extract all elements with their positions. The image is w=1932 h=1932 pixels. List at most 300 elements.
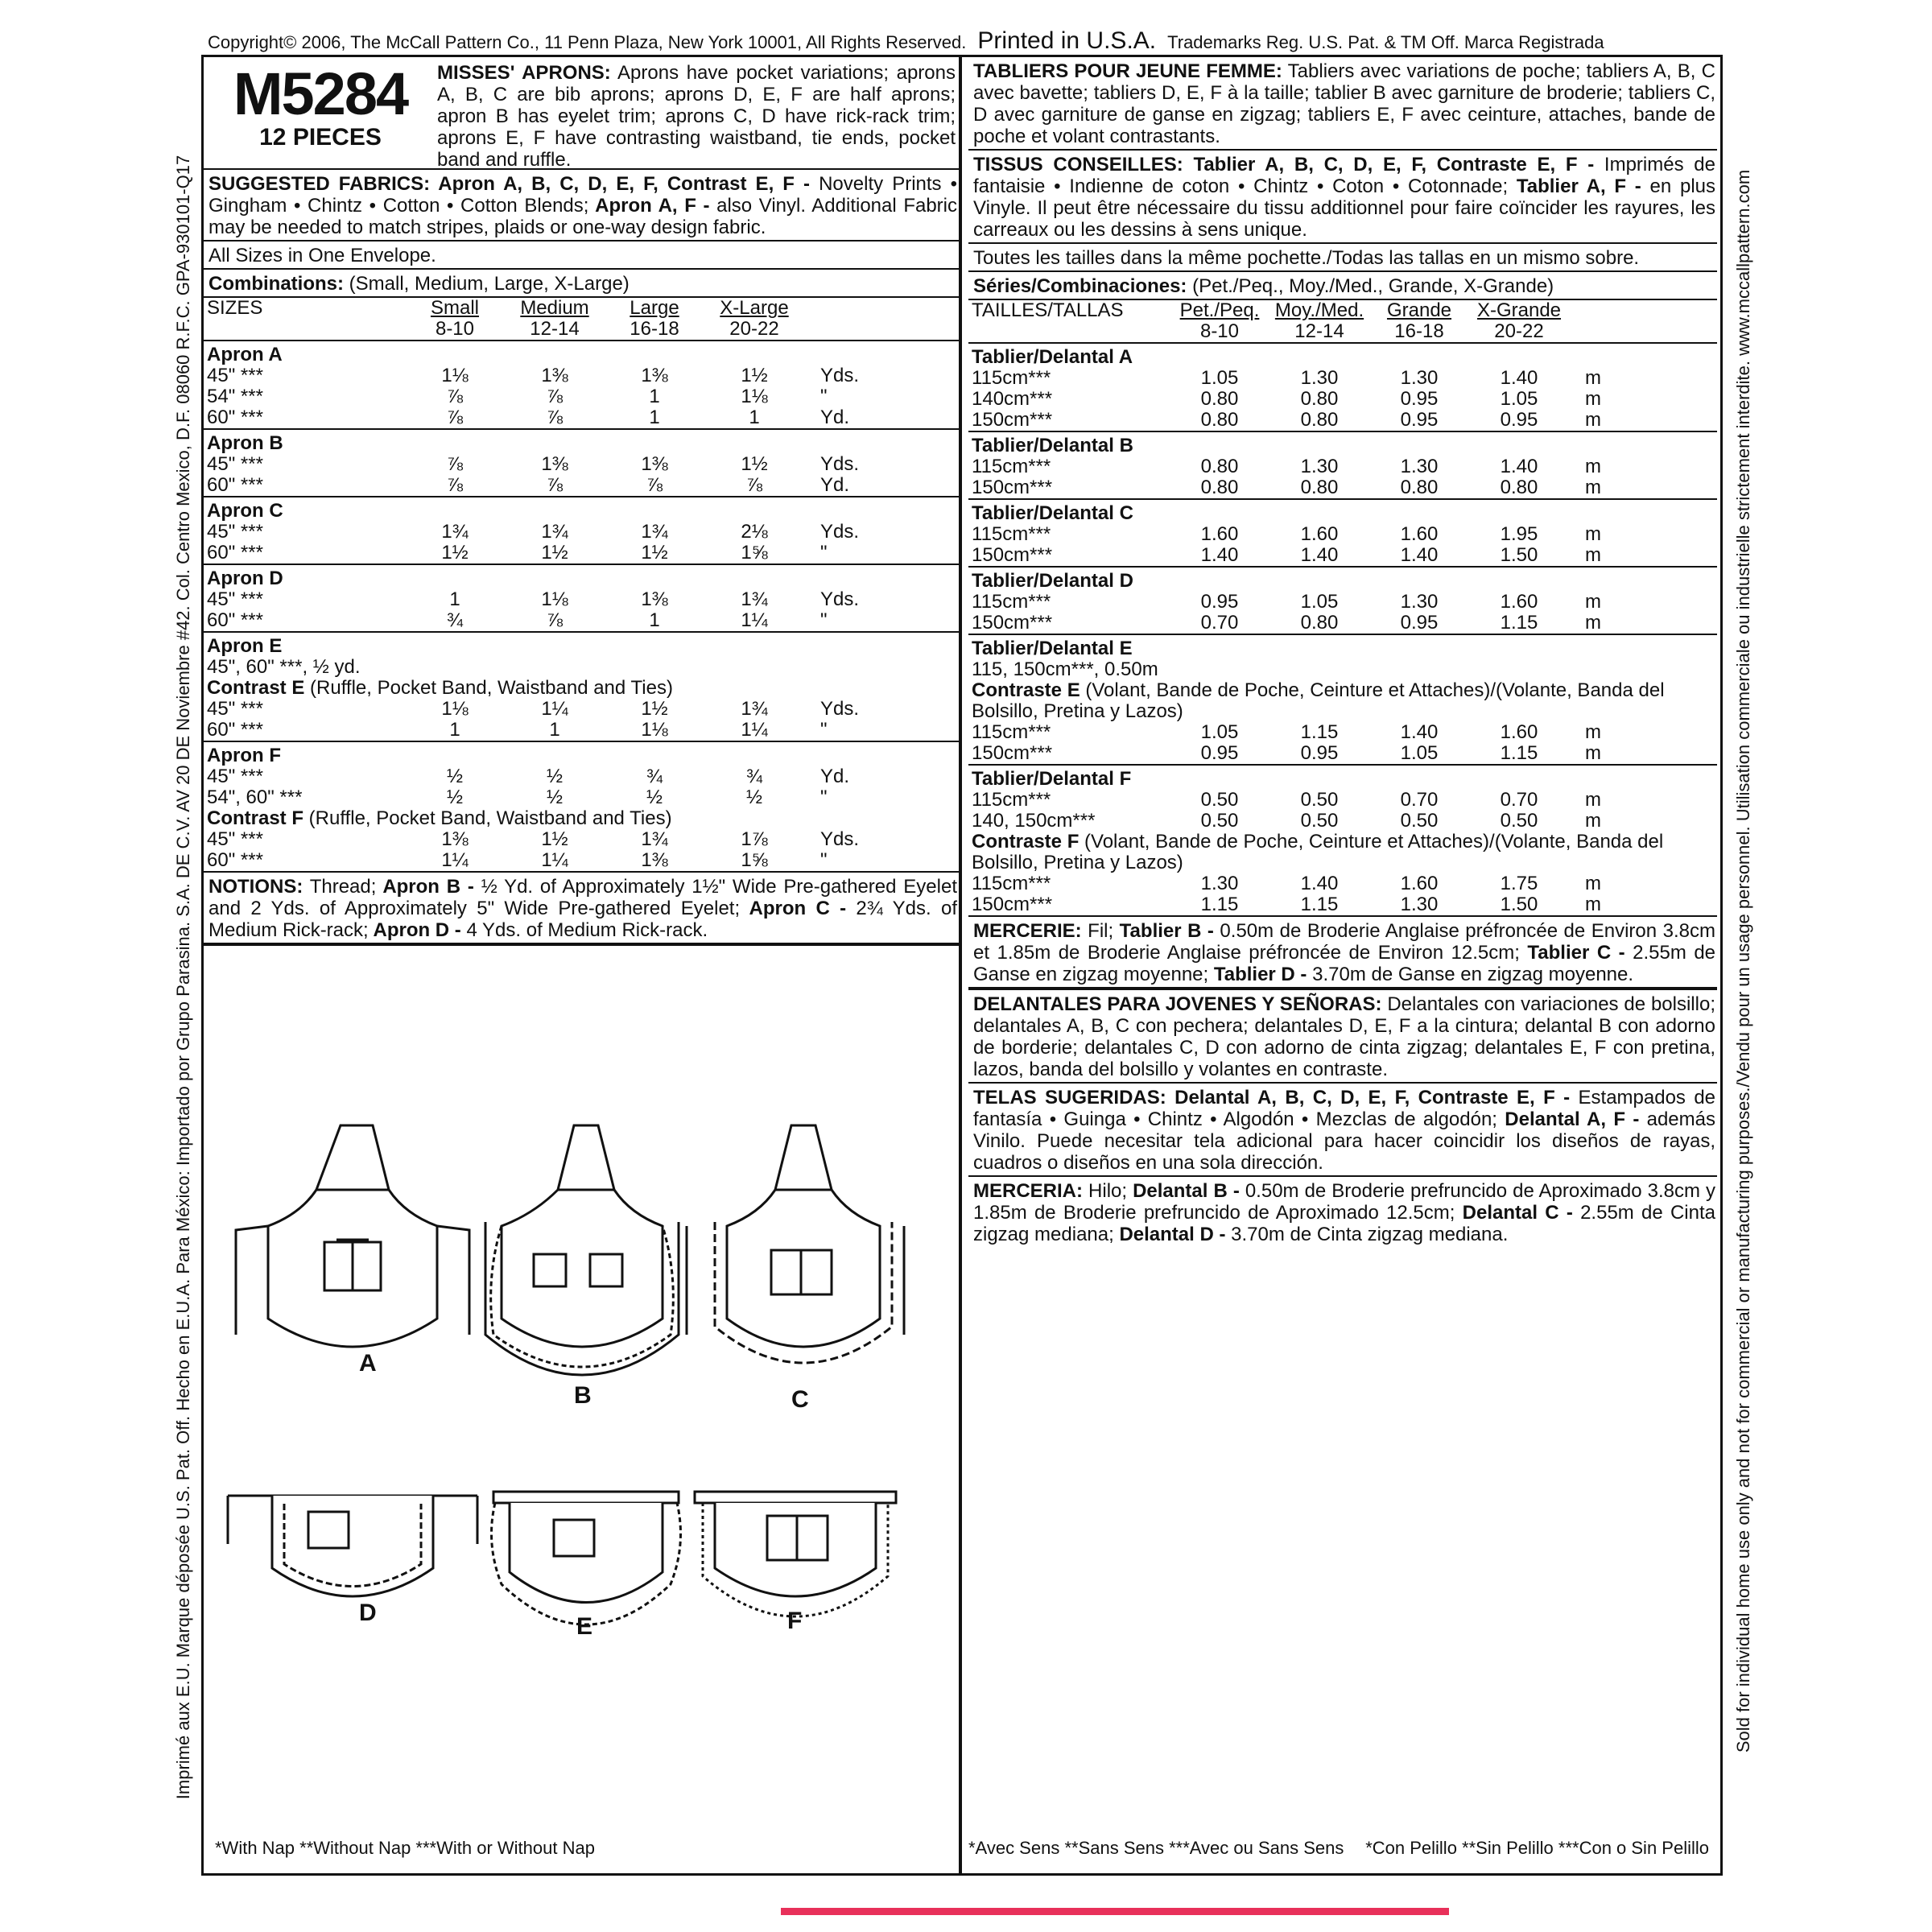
yardage-value: 1¼ bbox=[541, 698, 568, 720]
unit-col bbox=[804, 319, 959, 341]
size-name: Moy./Med. bbox=[1274, 299, 1364, 321]
yardage-value: 1.15 bbox=[1300, 894, 1339, 915]
unit: Yds. bbox=[820, 698, 860, 720]
fabric-width: 45" *** bbox=[207, 698, 263, 720]
sizes-label: TAILLES/TALLAS bbox=[972, 299, 1124, 321]
group-header bbox=[968, 431, 1717, 456]
unit: m bbox=[1585, 388, 1601, 410]
spanish-fabrics bbox=[968, 1084, 1717, 1177]
yardage-value: 1⅜ bbox=[541, 453, 568, 475]
yardage-value: 1.15 bbox=[1200, 894, 1239, 915]
french-fabrics bbox=[968, 151, 1717, 244]
yardage-value: 1 bbox=[649, 609, 660, 631]
yardage-value: 1.40 bbox=[1300, 873, 1339, 894]
size-number-row bbox=[204, 319, 959, 341]
yardage-value: 1.05 bbox=[1500, 388, 1538, 410]
yardage-value: 1.95 bbox=[1500, 523, 1538, 545]
yardage-value: 1¼ bbox=[441, 849, 469, 871]
contrast-name: Contraste E bbox=[972, 679, 1080, 701]
fabric-width: 115cm*** bbox=[972, 789, 1051, 811]
size-number: 8-10 bbox=[1199, 320, 1240, 342]
yardage-value: 1.60 bbox=[1300, 523, 1339, 545]
table-row bbox=[968, 410, 1717, 431]
yardage-value: 1.60 bbox=[1200, 523, 1239, 545]
french-metric-table bbox=[968, 300, 1717, 917]
contrast-row bbox=[968, 680, 1717, 722]
yardage-value: ¾ bbox=[646, 766, 663, 787]
yardage-value: 1⅛ bbox=[441, 698, 469, 720]
side-text-right bbox=[1721, 68, 1766, 1855]
unit: m bbox=[1585, 721, 1601, 743]
table-row bbox=[968, 811, 1717, 832]
yardage-value: 1.30 bbox=[1400, 367, 1439, 389]
table-row bbox=[968, 722, 1717, 743]
unit: m bbox=[1585, 477, 1601, 498]
size-number-row bbox=[968, 321, 1717, 343]
accent-bar bbox=[781, 1908, 1449, 1915]
fr-notions-thread: Fil; bbox=[1081, 920, 1114, 942]
fabrics-text: Novelty Prints • Gingham • Chintz • Cotton • Cotton Blends; bbox=[208, 173, 958, 217]
view-letter-d: D bbox=[359, 1600, 377, 1626]
yardage-value: 0.50 bbox=[1200, 789, 1239, 811]
copyright-text: Copyright© 2006, The McCall Pattern Co., 11 Penn Plaza, New York 10001, All Rights Reserved. bbox=[208, 32, 967, 52]
es-notions-d-lead: Delantal D - bbox=[1113, 1224, 1226, 1245]
table-row bbox=[968, 743, 1717, 765]
yardage-value: 1.40 bbox=[1500, 456, 1538, 477]
fr-combinations-text: (Pet./Peq., Moy./Med., Grande, X-Grande) bbox=[1187, 275, 1554, 297]
yardage-value: 1.05 bbox=[1300, 591, 1339, 613]
view-name: Apron E bbox=[204, 632, 959, 657]
size-name: X-Grande bbox=[1476, 299, 1562, 321]
yardage-value: ⅞ bbox=[446, 474, 463, 496]
es-notions-b: 0.50m de Broderie prefruncido de Aproximado 3.8cm y 1.85m de Broderie prefruncido de Aproximado 12.5cm; bbox=[973, 1180, 1715, 1224]
view-name: Tablier/Delantal D bbox=[968, 567, 1717, 592]
yardage-value: ¾ bbox=[745, 766, 762, 787]
english-fabrics bbox=[204, 170, 959, 242]
yardage-value: 1.30 bbox=[1300, 367, 1339, 389]
import-notice: Imprimé aux E.U. Marque déposée U.S. Pat. Off. Hecho en E.U.A. Para México: Importado por Grupo Parasina. S.A. DE C.V. AV 20 DE Noviembre #42. Col. Centro Mexico, D.F. 08060 R.F.C. GPA-930101-Q17 bbox=[173, 155, 193, 1800]
yardage-value: 1.05 bbox=[1200, 721, 1239, 743]
group-header bbox=[968, 634, 1717, 659]
table-row bbox=[204, 610, 959, 632]
view-note-row bbox=[204, 657, 959, 678]
fabric-width: 45" *** bbox=[207, 766, 263, 787]
group-header bbox=[968, 499, 1717, 524]
table-row bbox=[204, 850, 959, 871]
yardage-value: 1.75 bbox=[1500, 873, 1538, 894]
yardage-value: 1⅜ bbox=[641, 453, 668, 475]
french-spanish-column bbox=[962, 57, 1720, 1873]
unit: " bbox=[820, 386, 828, 407]
pattern-header bbox=[204, 57, 959, 170]
yardage-value: 1½ bbox=[641, 698, 668, 720]
yardage-value: 1.60 bbox=[1500, 721, 1538, 743]
group-header bbox=[204, 632, 959, 657]
es-notions-d: 3.70m de Cinta zigzag mediana. bbox=[1225, 1224, 1509, 1245]
unit: m bbox=[1585, 789, 1601, 811]
fabric-width: 54" *** bbox=[207, 386, 263, 407]
yardage-value: 1 bbox=[549, 719, 560, 741]
table-row bbox=[968, 368, 1717, 389]
yardage-value: 1¾ bbox=[541, 521, 568, 543]
fabric-width: 60" *** bbox=[207, 609, 263, 631]
es-notions-b-lead: Delantal B - bbox=[1127, 1180, 1240, 1202]
unit: m bbox=[1585, 544, 1601, 566]
apron-c-illustration bbox=[687, 1125, 904, 1363]
yardage-value: 1⅜ bbox=[641, 588, 668, 610]
yardage-value: 1½ bbox=[741, 453, 768, 475]
unit: m bbox=[1585, 810, 1601, 832]
yardage-value: 1.30 bbox=[1200, 873, 1239, 894]
contrast-label bbox=[204, 678, 959, 699]
group-header bbox=[204, 497, 959, 522]
yardage-value: 1.60 bbox=[1400, 873, 1439, 894]
size-name: Large bbox=[630, 297, 679, 319]
unit: m bbox=[1585, 894, 1601, 915]
unit: Yds. bbox=[820, 828, 860, 850]
yardage-value: 1.30 bbox=[1400, 894, 1439, 915]
unit: m bbox=[1585, 367, 1601, 389]
english-description-text: Aprons have pocket variations; aprons A, B, C are bib aprons; aprons D, E, F are half aprons; apron B has eyelet trim; aprons C, D have rick-rack trim; aprons E, F have contrasting waistband, tie ends, pocket band and ruffle. bbox=[437, 62, 956, 171]
fabric-width: 140cm*** bbox=[972, 388, 1053, 410]
group-header bbox=[968, 567, 1717, 592]
table-row bbox=[968, 790, 1717, 811]
yardage-value: 0.50 bbox=[1300, 810, 1339, 832]
unit: " bbox=[820, 849, 828, 871]
yardage-value: 1.40 bbox=[1400, 544, 1439, 566]
table-row bbox=[204, 699, 959, 720]
contrast-name: Contraste F bbox=[972, 831, 1080, 852]
fabric-width: 45" *** bbox=[207, 521, 263, 543]
table-row bbox=[968, 524, 1717, 545]
table-row bbox=[968, 456, 1717, 477]
fabric-width: 60" *** bbox=[207, 542, 263, 564]
yardage-value: 1.40 bbox=[1500, 367, 1538, 389]
es-notions-lead: MERCERIA: bbox=[973, 1180, 1083, 1202]
apron-e-illustration bbox=[492, 1492, 681, 1624]
yardage-value: ⅞ bbox=[446, 407, 463, 428]
yardage-value: 1¾ bbox=[741, 698, 768, 720]
yardage-value: 1.30 bbox=[1400, 456, 1439, 477]
table-row bbox=[204, 829, 959, 850]
spanish-description-text: Delantales con variaciones de bolsillo; delantales A, B, C con pechera; delantales D, E, F a la cintura; delantal B con adorno de borderie; delantales C, D con adorno de cinta zigzag; delantales E, F con pretina, lazos, banda del bolsillo y volantes en contraste. bbox=[973, 993, 1715, 1080]
group-header bbox=[204, 341, 959, 365]
fabric-width: 150cm*** bbox=[972, 544, 1053, 566]
size-number: 8-10 bbox=[435, 318, 475, 340]
yardage-value: 1½ bbox=[441, 542, 469, 564]
combinations-lead: Combinations: bbox=[208, 273, 344, 295]
fabric-width: 115cm*** bbox=[972, 591, 1051, 613]
fr-notions-b: 0.50m de Broderie Anglaise préfroncée de Environ 3.8cm et 1.85m de Broderie Anglaise préfroncée de Environ 12.5cm; bbox=[973, 920, 1715, 964]
fabric-width: 115cm*** bbox=[972, 367, 1051, 389]
group-header bbox=[204, 741, 959, 766]
notions-c: 2¾ Yds. of Medium Rick-rack; bbox=[208, 898, 957, 941]
contrast-detail: (Ruffle, Pocket Band, Waistband and Ties) bbox=[304, 677, 673, 699]
yardage-value: 0.80 bbox=[1500, 477, 1538, 498]
contrast-detail: (Volant, Bande de Poche, Ceinture et Attaches)/(Volante, Banda del Bolsillo, Pretina y Lazos) bbox=[972, 831, 1664, 873]
spanish-description bbox=[968, 990, 1717, 1084]
apron-f-illustration bbox=[695, 1492, 896, 1616]
yardage-value: ½ bbox=[646, 786, 663, 808]
apron-b-illustration bbox=[485, 1125, 679, 1375]
yardage-value: 0.80 bbox=[1300, 409, 1339, 431]
table-row bbox=[204, 386, 959, 407]
apron-illustrations bbox=[204, 1093, 959, 1737]
size-header-row bbox=[968, 300, 1717, 321]
yardage-value: 0.80 bbox=[1300, 388, 1339, 410]
yardage-value: 0.50 bbox=[1400, 810, 1439, 832]
french-title: TABLIERS POUR JEUNE FEMME: bbox=[973, 60, 1282, 82]
french-description-text: Tabliers avec variations de poche; tabliers A, B, C avec bavette; tabliers D, E, F à la taille; tablier B avec garniture de broderie; tabliers C, D avec garniture de ganse en zigzag; tabliers E, F avec ceinture, attaches, bande de poche et volant contrastants. bbox=[973, 60, 1715, 147]
unit: " bbox=[820, 719, 828, 741]
es-fabrics-lead2: Delantal A, F - bbox=[1496, 1108, 1640, 1130]
pattern-envelope-back bbox=[201, 55, 1723, 1876]
fr-fabrics-text2: en plus Vinyle. Il peut être nécessaire du tissu additionnel pour faire coïncider les rayures, les carreaux ou les dessins à sens unique. bbox=[973, 175, 1715, 241]
yardage-value: 0.95 bbox=[1500, 409, 1538, 431]
view-letter-a: A bbox=[359, 1350, 377, 1377]
notions-thread: Thread; bbox=[303, 876, 377, 898]
yardage-value: 0.70 bbox=[1200, 612, 1239, 634]
fabrics-lead: SUGGESTED FABRICS: Apron A, B, C, D, E, F, Contrast E, F - bbox=[208, 173, 811, 195]
fabric-width: 115cm*** bbox=[972, 721, 1051, 743]
spanish-title: DELANTALES PARA JOVENES Y SEÑORAS: bbox=[973, 993, 1382, 1015]
fabric-width: 45" *** bbox=[207, 365, 263, 386]
yardage-value: 1.15 bbox=[1500, 742, 1538, 764]
contrast-name: Contrast F bbox=[207, 807, 303, 829]
es-fabrics-text: Estampados de fantasía • Guinga • Chintz • Algodón • Mezclas de algodón; bbox=[973, 1087, 1716, 1130]
view-name: Apron B bbox=[204, 429, 959, 454]
table-row bbox=[204, 407, 959, 429]
blank bbox=[204, 319, 405, 341]
yardage-value: ⅞ bbox=[546, 609, 563, 631]
size-number: 12-14 bbox=[1294, 320, 1344, 342]
size-name: X-Large bbox=[720, 297, 789, 319]
yardage-value: 0.80 bbox=[1300, 477, 1339, 498]
es-fabrics-lead: TELAS SUGERIDAS: Delantal A, B, C, D, E, F, Contraste E, F - bbox=[973, 1087, 1571, 1108]
view-name: Apron A bbox=[204, 341, 959, 365]
yardage-value: 1⅛ bbox=[741, 386, 768, 407]
view-name: Apron F bbox=[204, 741, 959, 766]
group-header bbox=[204, 429, 959, 454]
yardage-value: 1.05 bbox=[1400, 742, 1439, 764]
es-notions-c: 2.55m de Cinta zigzag mediana; bbox=[973, 1202, 1715, 1245]
size-name: Medium bbox=[520, 297, 589, 319]
contrast-label bbox=[968, 832, 1717, 873]
size-number: 16-18 bbox=[1394, 320, 1444, 342]
contrast-name: Contrast E bbox=[207, 677, 305, 699]
view-name: Tablier/Delantal C bbox=[968, 499, 1717, 524]
notions-b: ½ Yd. of Approximately 1½" Wide Pre-gathered Eyelet and 2 Yds. of Approximately 5" Wide Pre-gathered Eyelet; bbox=[208, 876, 957, 919]
french-description bbox=[968, 57, 1717, 151]
yardage-value: 1¼ bbox=[741, 609, 768, 631]
yardage-value: 1½ bbox=[541, 828, 568, 850]
table-row bbox=[968, 894, 1717, 915]
yardage-value: 0.95 bbox=[1400, 409, 1439, 431]
english-combinations bbox=[204, 270, 959, 298]
sizes-label: SIZES bbox=[207, 297, 263, 319]
table-row bbox=[204, 720, 959, 741]
yardage-value: 1 bbox=[449, 588, 460, 610]
yardage-value: 1¼ bbox=[541, 849, 568, 871]
unit: Yds. bbox=[820, 453, 860, 475]
yardage-value: 1⅝ bbox=[741, 542, 768, 564]
view-name: Apron C bbox=[204, 497, 959, 522]
yardage-value: 1 bbox=[749, 407, 760, 428]
yardage-value: 1⅞ bbox=[741, 828, 768, 850]
fabrics-lead2: Apron A, F - bbox=[588, 195, 710, 217]
group-header bbox=[968, 765, 1717, 790]
trademark-text: Trademarks Reg. U.S. Pat. & TM Off. Marca Registrada bbox=[1167, 32, 1604, 52]
view-letter-f: F bbox=[787, 1608, 803, 1634]
yardage-value: 0.95 bbox=[1300, 742, 1339, 764]
contrast-label bbox=[968, 680, 1717, 722]
yardage-value: ⅞ bbox=[446, 453, 463, 475]
unit: m bbox=[1585, 523, 1601, 545]
size-number: 20-22 bbox=[729, 318, 779, 340]
fabric-width: 60" *** bbox=[207, 474, 263, 496]
fabric-width: 115cm*** bbox=[972, 523, 1051, 545]
yardage-value: 1⅛ bbox=[541, 588, 568, 610]
yardage-value: ½ bbox=[546, 766, 563, 787]
unit: Yds. bbox=[820, 521, 860, 543]
view-name: Tablier/Delantal F bbox=[968, 765, 1717, 790]
size-header-row bbox=[204, 298, 959, 319]
yardage-value: 0.95 bbox=[1400, 388, 1439, 410]
spanish-footnote: *Con Pelillo **Sin Pelillo ***Con o Sin Pelillo bbox=[1365, 1838, 1709, 1858]
spanish-notions bbox=[968, 1177, 1717, 1247]
table-row bbox=[204, 543, 959, 564]
yardage-value: 1.40 bbox=[1400, 721, 1439, 743]
pattern-number: M5284 bbox=[233, 60, 408, 127]
yardage-value: 1½ bbox=[641, 542, 668, 564]
printed-in: Printed in U.S.A. bbox=[977, 27, 1157, 54]
fabric-width: 45" *** bbox=[207, 453, 263, 475]
size-name: Small bbox=[430, 297, 479, 319]
yardage-value: 0.50 bbox=[1300, 789, 1339, 811]
table-row bbox=[204, 475, 959, 497]
yardage-value: 2⅛ bbox=[741, 521, 768, 543]
unit: m bbox=[1585, 873, 1601, 894]
yardage-value: 1⅝ bbox=[741, 849, 768, 871]
yardage-value: 0.95 bbox=[1200, 742, 1239, 764]
english-title: MISSES' APRONS: bbox=[437, 62, 611, 84]
yardage-value: 0.80 bbox=[1400, 477, 1439, 498]
table-row bbox=[968, 873, 1717, 894]
size-name: Grande bbox=[1386, 299, 1452, 321]
notions-d: 4 Yds. of Medium Rick-rack. bbox=[460, 919, 708, 941]
view-letter-b: B bbox=[574, 1382, 592, 1409]
unit: m bbox=[1585, 612, 1601, 634]
yardage-value: 1 bbox=[649, 386, 660, 407]
fr-fabrics-text: Imprimés de fantaisie • Indienne de coton • Chintz • Coton • Cotonnade; bbox=[973, 154, 1715, 197]
yardage-value: 1¾ bbox=[641, 521, 668, 543]
unit: " bbox=[820, 609, 828, 631]
yardage-value: 1⅜ bbox=[441, 828, 469, 850]
yardage-value: 0.80 bbox=[1200, 388, 1239, 410]
english-description bbox=[437, 57, 959, 171]
size-number: 20-22 bbox=[1494, 320, 1544, 342]
contrast-row bbox=[204, 808, 959, 829]
yardage-value: 0.80 bbox=[1300, 612, 1339, 634]
yardage-value: 1 bbox=[649, 407, 660, 428]
fabric-width: 150cm*** bbox=[972, 612, 1053, 634]
yardage-value: 1.40 bbox=[1200, 544, 1239, 566]
metric-footnotes bbox=[968, 1838, 1709, 1859]
yardage-value: ⅞ bbox=[646, 474, 663, 496]
fr-fabrics-lead2: Tablier A, F - bbox=[1508, 175, 1641, 197]
yardage-value: 0.70 bbox=[1500, 789, 1538, 811]
yardage-value: 0.50 bbox=[1500, 810, 1538, 832]
table-row bbox=[204, 787, 959, 808]
yardage-value: ⅞ bbox=[745, 474, 762, 496]
yardage-value: 1½ bbox=[541, 542, 568, 564]
yardage-value: 1.30 bbox=[1300, 456, 1339, 477]
view-name: Tablier/Delantal B bbox=[968, 431, 1717, 456]
fabric-width: 115cm*** bbox=[972, 873, 1051, 894]
fabric-width: 60" *** bbox=[207, 719, 263, 741]
unit-col bbox=[1569, 300, 1717, 321]
fabric-width: 60" *** bbox=[207, 407, 263, 428]
fr-notions-d: 3.70m de Ganse en zigzag moyenne. bbox=[1307, 964, 1634, 985]
french-notions bbox=[968, 917, 1717, 990]
yardage-value: ⅞ bbox=[546, 407, 563, 428]
yardage-value: 0.80 bbox=[1200, 477, 1239, 498]
fabric-width: 45" *** bbox=[207, 588, 263, 610]
side-text-left bbox=[161, 68, 206, 1887]
yardage-value: 1⅜ bbox=[541, 365, 568, 386]
yardage-value: 1.50 bbox=[1500, 894, 1538, 915]
table-row bbox=[968, 592, 1717, 613]
yardage-value: ½ bbox=[745, 786, 762, 808]
view-letter-c: C bbox=[791, 1386, 809, 1413]
fabrics-text2: also Vinyl. Additional Fabric may be needed to match stripes, plaids or one-way design fabric. bbox=[208, 195, 958, 238]
yardage-value: 1¾ bbox=[741, 588, 768, 610]
unit: m bbox=[1585, 742, 1601, 764]
group-header bbox=[204, 564, 959, 589]
fabric-width: 150cm*** bbox=[972, 894, 1053, 915]
fabric-width: 115cm*** bbox=[972, 456, 1051, 477]
yardage-value: 0.95 bbox=[1200, 591, 1239, 613]
view-name: Apron D bbox=[204, 564, 959, 589]
notions-lead: NOTIONS: bbox=[208, 876, 303, 898]
english-sizes-note: All Sizes in One Envelope. bbox=[204, 242, 959, 270]
fabric-width: 150cm*** bbox=[972, 409, 1053, 431]
pattern-pieces: 12 PIECES bbox=[259, 124, 382, 151]
group-header bbox=[968, 343, 1717, 368]
yardage-value: ⅞ bbox=[546, 474, 563, 496]
fabric-width: 140, 150cm*** bbox=[972, 810, 1096, 832]
yardage-value: 1⅛ bbox=[641, 719, 668, 741]
table-row bbox=[968, 389, 1717, 410]
english-column bbox=[204, 57, 962, 1873]
blank bbox=[968, 321, 1170, 343]
yardage-value: 1½ bbox=[741, 365, 768, 386]
unit: Yds. bbox=[820, 365, 860, 386]
view-note: 115, 150cm***, 0.50m bbox=[972, 658, 1158, 680]
unit-col bbox=[804, 298, 959, 319]
fr-notions-c: 2.55m de Ganse en zigzag moyenne; bbox=[973, 942, 1716, 985]
yardage-value: ⅞ bbox=[446, 386, 463, 407]
size-name: Pet./Peq. bbox=[1179, 299, 1260, 321]
yardage-value: 1⅜ bbox=[641, 849, 668, 871]
english-footnote: *With Nap **Without Nap ***With or Without Nap bbox=[215, 1838, 595, 1858]
pattern-id bbox=[204, 57, 437, 168]
contrast-label bbox=[204, 808, 959, 829]
yardage-value: 0.95 bbox=[1400, 612, 1439, 634]
unit: " bbox=[820, 786, 828, 808]
yardage-value: 1.40 bbox=[1300, 544, 1339, 566]
notions-d-lead: Apron D - bbox=[368, 919, 461, 941]
